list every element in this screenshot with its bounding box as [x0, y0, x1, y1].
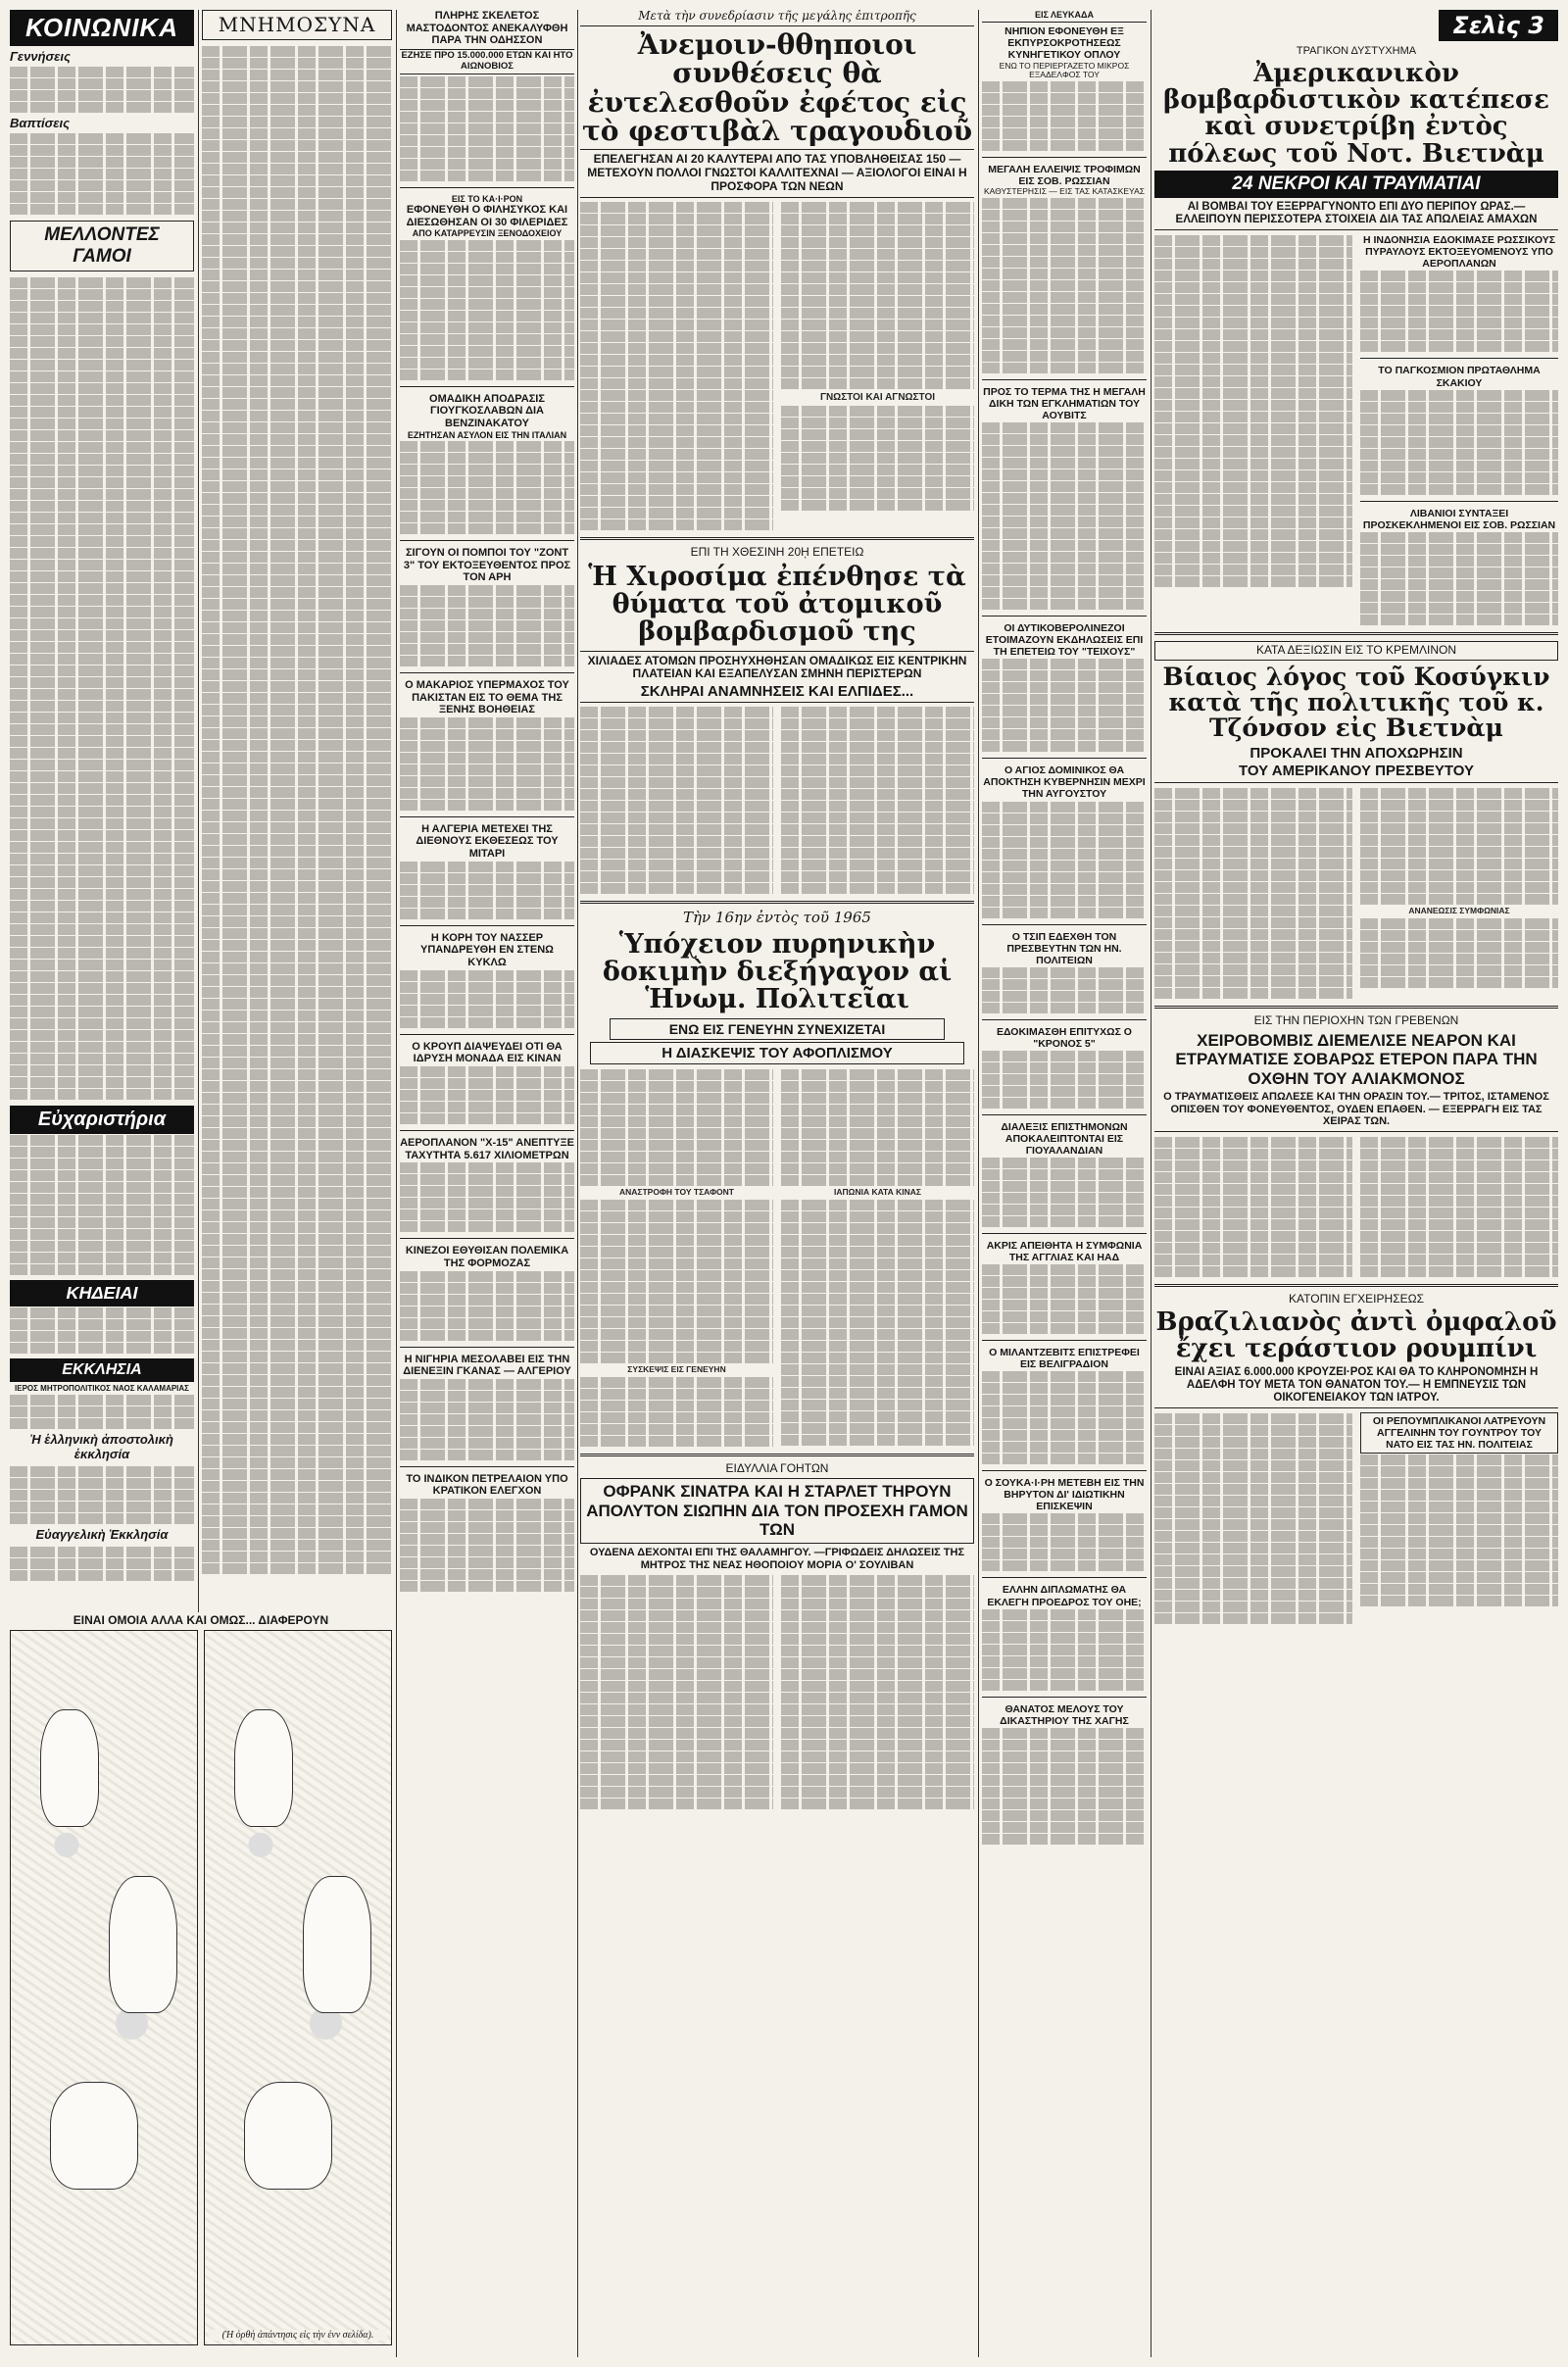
article-text	[982, 198, 1147, 373]
rule	[580, 537, 974, 540]
sinatra-body	[580, 1574, 974, 1810]
greek-diplomat-headline: ΕΛΛΗΝ ΔΙΠΛΩΜΑΤΗΣ ΘΑ ΕΚΛΕΓΗ ΠΡΟΕΔΡΟΣ ΤΟΥ ΟΗΕ;	[987, 1584, 1142, 1608]
surgery-kicker: ΚΑΤΟΠΙΝ ΕΓΧΕΙΡΗΣΕΩΣ	[1289, 1292, 1424, 1307]
column-rule	[1151, 10, 1152, 2357]
festival-headline: Ἀνεμοιν-θθηποιοι συνθέσεις θὰ ἐυτελεσθοῦν ἐφέτος εἰς τὸ φεστιβὰλ τραγουδιοῦ	[581, 27, 973, 147]
crash-body	[1154, 234, 1558, 625]
grenade-deck: Ο ΤΡΑΥΜΑΤΙΣΘΕΙΣ ΑΠΩΛΕΣΕ ΚΑΙ ΤΗΝ ΟΡΑΣΙΝ ΤΟΥ.— ΤΡΙΤΟΣ, ΙΣΤΑΜΕΝΟΣ ΟΠΙΣΘΕΝ ΤΟΥ ΦΟΝΕΥΘΕΝΤΟΣ, ΟΥΔΕΝ ΕΠΑΘΕΝ. — ΕΞΕΡΡΑΓΗ ΕΙΣ ΤΑΣ ΧΕΙΡΑΣ ΤΩΝ.	[1154, 1091, 1558, 1132]
births-heading: Γεννήσεις	[10, 49, 71, 64]
article-text	[982, 1371, 1147, 1464]
nuclear-test-headline: Ὑπόχειον πυρηνικὴν δοκιμὴν διεξήγαγον αἱ Ἡνωμ. Πολιτεῖαι	[602, 928, 953, 1015]
lefkada-label: ΕΙΣ ΛΕΥΚΑΔΑ	[982, 10, 1147, 23]
article-text	[982, 81, 1147, 151]
evangelical-church-heading: Εὐαγγελικὴ Ἐκκλησία	[35, 1526, 169, 1542]
nasser-daughter-headline: Η ΚΟΡΗ ΤΟΥ ΝΑΣΣΕΡ ΥΠΑΝΔΡΕΥΘΗ ΕΝ ΣΤΕΝΩ ΚΥΚΛΩ	[420, 931, 554, 969]
article-text	[400, 862, 574, 919]
article-text	[1154, 1412, 1352, 1625]
rule	[1360, 501, 1558, 502]
berlin-wall-headline: ΟΙ ΔΥΤΙΚΟΒΕΡΟΛΙΝΕΖΟΙ ΕΤΟΙΜΑΖΟΥΝ ΕΚΔΗΛΩΣΕΙΣ ΕΠΙ ΤΗ ΕΠΕΤΕΙΩ ΤΟΥ "ΤΕΙΧΟΥΣ"	[985, 622, 1144, 659]
thanks-header: Εὐχαριστήρια	[10, 1106, 194, 1134]
nuclear-test-subheading: ΑΝΑΣΤΡΟΦΗ ΤΟΥ ΤΣΑΦΟΝΤ	[618, 1187, 735, 1198]
article-text	[781, 201, 974, 531]
milanjevic-headline: Ο ΜΙΛΑΝΤΖΕΒΙΤΣ ΕΠΙΣΤΡΕΦΕΙ ΕΙΣ ΒΕΛΙΓΡΑΔΙΟΝ	[989, 1347, 1140, 1371]
article-text	[580, 1574, 773, 1810]
ruby-headline: Βραζιλιανὸς ἀντὶ ὀμφαλοῦ ἔχει τεράστιον ρουμπίνι	[1155, 1307, 1557, 1364]
rule	[982, 379, 1147, 380]
article-text	[400, 1499, 574, 1592]
rule	[400, 925, 574, 926]
births-text	[10, 67, 194, 113]
hague-judge-headline: ΘΑΝΑΤΟΣ ΜΕΛΟΥΣ ΤΟΥ ΔΙΚΑΣΤΗΡΙΟΥ ΤΗΣ ΧΑΓΗΣ	[1000, 1702, 1129, 1727]
apostolic-church-heading: Ἡ ἑλληνικὴ ἀποστολικὴ ἐκκλησία	[30, 1431, 173, 1461]
saturn-5-headline: ΕΔΟΚΙΜΑΣΘΗ ΕΠΙΤΥΧΩΣ Ο "ΚΡΟΝΟΣ 5"	[997, 1025, 1132, 1050]
algeria-headline: Η ΑΛΓΕΡΙΑ ΜΕΤΕΧΕΙ ΤΗΣ ΔΙΕΘΝΟΥΣ ΕΚΘΕΣΕΩΣ ΤΟΥ ΜΙΤΑΡΙ	[416, 822, 559, 861]
article-text	[400, 1379, 574, 1460]
evangelical-church-text	[10, 1547, 194, 1581]
article-text	[400, 441, 574, 534]
kosygin-headline: Βίαιος λόγος τοῦ Κοσύγκιν κατὰ τῆς πολιτικῆς τοῦ κ. Τζόνσον εἰς Βιετνὰμ	[1162, 662, 1550, 742]
article-text	[982, 422, 1147, 610]
page-label-row	[1154, 10, 1558, 41]
article-text	[1360, 532, 1558, 625]
crash-headline: Ἀμερικανικὸν βομβαρδιστικὸν κατέπεσε καὶ συνετρίβη ἐντὸς πόλεως τοῦ Νοτ. Βιετνὰμ	[1163, 58, 1549, 169]
column-memorials	[202, 10, 392, 1603]
article-text	[400, 76, 574, 181]
article-text	[400, 970, 574, 1028]
tsip-headline: Ο ΤΣΙΠ ΕΔΕΧΘΗ ΤΟΝ ΠΡΕΣΒΕΥΤΗΝ ΤΩΝ ΗΝ. ΠΟΛΙΤΕΙΩΝ	[1006, 930, 1122, 966]
dominican-headline: Ο ΑΓΙΟΣ ΔΟΜΙΝΙΚΟΣ ΘΑ ΑΠΟΚΤΗΣΗ ΚΥΒΕΡΝΗΣΙΝ ΜΕΧΡΙ ΤΗΝ ΑΥΓΟΥΣΤΟΥ	[983, 764, 1146, 801]
article-text	[982, 1051, 1147, 1109]
krupp-headline: Ο ΚΡΟΥΠ ΔΙΑΨΕΥΔΕΙ ΟΤΙ ΘΑ ΙΔΡΥΣΗ ΜΟΝΑΔΑ ΕΙΣ ΚΙΝΑΝ	[412, 1040, 563, 1065]
ruby-side-column	[1360, 1412, 1558, 1625]
rule	[1360, 358, 1558, 359]
rule	[1154, 1006, 1558, 1009]
kosygin-deck-2: ΤΟΥ ΑΜΕΡΙΚΑΝΟΥ ΠΡΕΣΒΕΥΤΟΥ	[1154, 763, 1558, 783]
article-text	[580, 1068, 773, 1448]
rule	[982, 1114, 1147, 1115]
rule	[400, 386, 574, 387]
church-subheader: ΙΕΡΟΣ ΜΗΤΡΟΠΟΛΙΤΙΚΟΣ ΝΑΟΣ ΚΑΛΑΜΑΡΙΑΣ	[15, 1383, 189, 1393]
baptisms-text	[10, 133, 194, 215]
baptisms-heading: Βαπτίσεις	[10, 115, 71, 130]
chess-headline: ΤΟ ΠΑΓΚΟΣΜΙΟΝ ΠΡΩΤΑΘΛΗΜΑ ΣΚΑΚΙΟΥ	[1378, 365, 1541, 389]
cartoon-figure	[50, 2082, 138, 2190]
hiroshima-deck: ΧΙΛΙΑΔΕΣ ΑΤΟΜΩΝ ΠΡΟΣΗΥΧΗΘΗΣΑΝ ΟΜΑΔΙΚΩΣ ΕΙΣ ΚΕΝΤΡΙΚΗΝ ΠΛΑΤΕΙΑΝ ΚΑΙ ΕΞΑΠΕΛΥΣΑΝ ΣΜΗΝΗ ΠΕΡΙΣΤΕΡΩΝ	[580, 651, 974, 682]
rule	[580, 901, 974, 904]
uk-uar-headline: ΑΚΡΙΣ ΑΠΕΙΘΗΤΑ Η ΣΥΜΦΩΝΙΑ ΤΗΣ ΑΓΓΛΙΑΣ ΚΑΙ ΗΑΔ	[986, 1240, 1143, 1264]
rule	[982, 1697, 1147, 1698]
lebanese-headline: ΛΙΒΑΝΙΟΙ ΣΥΝΤΑΞΕΙ ΠΡΟΣΚΕΚΛΗΜΕΝΟΙ ΕΙΣ ΣΟΒ. ΡΩΣΣΙΑΝ	[1362, 507, 1556, 531]
article-text	[1360, 271, 1558, 352]
rule	[400, 672, 574, 673]
festival-kicker: Μετὰ τὴν συνεδρίασιν τῆς μεγάλης ἐπιτροπῆς	[580, 10, 974, 26]
koinonika-header: ΚΟΙΝΩΝΙΚΑ	[10, 10, 194, 46]
memorials-box	[202, 10, 392, 40]
article-text	[580, 201, 773, 531]
article-text	[400, 1271, 574, 1341]
column-main-stories	[580, 10, 974, 2357]
funerals-text	[10, 1307, 194, 1354]
article-text	[1154, 1136, 1352, 1278]
rule	[1154, 1284, 1558, 1287]
kosygin-deck-1: ΠΡΟΚΑΛΕΙ ΤΗΝ ΑΠΟΧΩΡΗΣΙΝ	[1250, 745, 1463, 763]
rule	[400, 1238, 574, 1239]
rule	[982, 1340, 1147, 1341]
crash-kicker: ΤΡΑΓΙΚΟΝ ΔΥΣΤΥΧΗΜΑ	[1296, 45, 1417, 57]
column-lead-stories	[1154, 10, 1558, 2357]
article-text	[781, 1068, 974, 1448]
kremlin-kicker: ΚΑΤΑ ΔΕΞΙΩΣΙΝ ΕΙΣ ΤΟ ΚΡΕΜΛΙΝΟΝ	[1154, 641, 1558, 661]
article-text	[982, 1264, 1147, 1334]
rule	[982, 1577, 1147, 1578]
rule	[400, 187, 574, 188]
hiroshima-subdeck: ΣΚΛΗΡΑΙ ΑΝΑΜΝΗΣΕΙΣ ΚΑΙ ΕΛΠΙΔΕΣ...	[580, 681, 974, 703]
sinatra-kicker: ΕΙΔΥΛΛΙΑ ΓΟΗΤΩΝ	[725, 1460, 829, 1475]
article-text	[982, 802, 1147, 918]
article-text	[982, 1513, 1147, 1571]
crash-banner: 24 ΝΕΚΡΟΙ ΚΑΙ ΤΡΑΥΜΑΤΙΑΙ	[1154, 171, 1558, 198]
church-text	[10, 1395, 194, 1429]
thanks-text	[10, 1135, 194, 1275]
x15-headline: ΑΕΡΟΠΛΑΝΟΝ "Χ-15" ΑΝΕΠΤΥΞΕ ΤΑΧΥΤΗΤΑ 5.617 ΧΙΛΙΟΜΕΤΡΩΝ	[400, 1136, 574, 1161]
republicans-headline: ΟΙ ΡΕΠΟΥΜΠΛΙΚΑΝΟΙ ΛΑΤΡΕΥΟΥΝ ΑΓΓΕΛΙΝΗΝ ΤΟΥ ΓΟΥΝΤΡΟΥ ΤΟΥ ΝΑΤΟ ΕΙΣ ΤΑΣ ΗΝ. ΠΟΛΙΤΕΙΑΣ	[1360, 1412, 1558, 1454]
cartoon-figure	[40, 1709, 99, 1827]
article-text	[982, 659, 1147, 752]
future-weddings-box	[10, 221, 194, 271]
weddings-text	[10, 277, 194, 1100]
mastodon-deck: ΕΖΗΣΕ ΠΡΟ 15.000.000 ΕΤΩΝ ΚΑΙ ΗΤΟ ΑΙΩΝΟΒΙΟΣ	[400, 49, 574, 74]
scientists-headline: ΔΙΑΛΕΞΙΣ ΕΠΙΣΤΗΜΟΝΩΝ ΑΠΟΚΑΛΕΙΠΤΟΝΤΑΙ ΕΙΣ ΓΙΟΥΑΛΑΝΔΙΑΝ	[1001, 1120, 1128, 1157]
rule	[982, 924, 1147, 925]
kosygin-body	[1154, 787, 1558, 1000]
hiroshima-body	[580, 706, 974, 895]
cairo-kicker: ΕΙΣ ΤΟ ΚΑ·Ι·ΡΟΝ	[451, 193, 523, 204]
yugoslav-escape-deck: ΕΖΗΤΗΣΑΝ ΑΣΥΛΟΝ ΕΙΣ ΤΗΝ ΙΤΑΛΙΑΝ	[407, 429, 567, 440]
rule	[580, 1454, 974, 1456]
rule	[400, 816, 574, 817]
apostolic-church-text	[10, 1466, 194, 1524]
cartoon-panel	[10, 1612, 392, 2357]
festival-deck: ΕΠΕΛΕΓΗΣΑΝ ΑΙ 20 ΚΑΛΥΤΕΡΑΙ ΑΠΟ ΤΑΣ ΥΠΟΒΛΗΘΕΙΣΑΣ 150 — ΜΕΤΕΧΟΥΝ ΠΟΛΛΟΙ ΓΝΩΣΤΟΙ ΚΑΛΛΙΤΕΧΝΑΙ — ΑΞΙΟΛΟΓΟΙ ΕΙΝΑΙ Η ΠΡΟΣΦΟΡΑ ΤΩΝ ΝΕΩΝ	[580, 149, 974, 197]
ruby-body	[1154, 1412, 1558, 1625]
cartoon-figure	[234, 1709, 293, 1827]
cartoon-left	[10, 1630, 198, 2345]
ruby-deck: ΕΙΝΑΙ ΑΞΙΑΣ 6.000.000 ΚΡΟΥΖΕΙ·ΡΟΣ ΚΑΙ ΘΑ ΤΟ ΚΛΗΡΟΝΟΜΗΣΗ Η ΑΔΕΛΦΗ ΤΟΥ ΜΕΤΑ ΤΟΝ ΘΑΝΑΤΟΝ ΤΟΥ.— Η ΕΜΠΝΕΥΣΙΣ ΤΩΝ ΟΙΚΟΓΕΝΕΙΑΚΟΥ ΤΩΝ ΙΑΤΡΟΥ.	[1154, 1366, 1558, 1409]
food-shortage-headline: ΜΕΓΑΛΗ ΕΛΛΕΙΨΙΣ ΤΡΟΦΙΜΩΝ ΕΙΣ ΣΟΒ. ΡΩΣΣΙΑΝ	[988, 164, 1141, 188]
article-text	[781, 706, 974, 895]
nigeria-headline: Η ΝΙΓΗΡΙΑ ΜΕΣΟΛΑΒΕΙ ΕΙΣ ΤΗΝ ΔΙΕΝΕΞΙΝ ΓΚΑΝΑΣ — ΑΛΓΕΡΙΟΥ	[403, 1353, 571, 1378]
food-shortage-deck: ΚΑΘΥΣΤΕΡΗΣΙΣ — ΕΙΣ ΤΑΣ ΚΑΤΑΣΚΕΥΑΣ	[983, 186, 1146, 197]
nuclear-test-deck-1: ΕΝΩ ΕΙΣ ΓΕΝΕΥΗΝ ΣΥΝΕΧΙΖΕΤΑΙ	[610, 1018, 945, 1040]
article-text	[400, 717, 574, 811]
festival-subheading: ΓΝΩΣΤΟΙ ΚΑΙ ΑΓΝΩΣΤΟΙ	[819, 391, 936, 403]
zond-headline: ΣΙΓΟΥΝ ΟΙ ΠΟΜΠΟΙ ΤΟΥ "ΖΟΝΤ 3" ΤΟΥ ΕΚΤΟΞΕΥΘΕΝΤΟΣ ΠΡΟΣ ΤΟΝ ΑΡΗ	[403, 547, 571, 584]
sinatra-deck: ΟΥΔΕΝΑ ΔΕΧΟΝΤΑΙ ΕΠΙ ΤΗΣ ΘΑΛΑΜΗΓΟΥ. —ΓΡΙΦΩΔΕΙΣ ΔΗΛΩΣΕΙΣ ΤΗΣ ΜΗΤΡΟΣ ΤΗΣ ΝΕΑΣ ΗΘΟΠΟΙΟΥ ΜΟΡΙΑ Ο' ΣΟΥΛΙΒΑΝ	[589, 1547, 965, 1571]
nuclear-test-subheading: ΙΑΠΩΝΙΑ ΚΑΤΑ ΚΙΝΑΣ	[834, 1187, 921, 1198]
article-text	[982, 1609, 1147, 1691]
article-text	[400, 1162, 574, 1232]
article-text	[400, 585, 574, 666]
article-text	[400, 1066, 574, 1124]
kosygin-subheading: ΑΝΑΝΕΩΣΙΣ ΣΥΜΦΩΝΙΑΣ	[1408, 905, 1510, 915]
mastodon-headline: ΠΛΗΡΗΣ ΣΚΕΛΕΤΟΣ ΜΑΣΤΟΔΟΝΤΟΣ ΑΝΕΚΑΛΥΦΘΗ ΠΑΡΑ ΤΗΝ ΟΔΗΣΣΟΝ	[406, 10, 568, 47]
cartoon-figure	[244, 2082, 332, 2190]
grevena-kicker: ΕΙΣ ΤΗΝ ΠΕΡΙΟΧΗΝ ΤΩΝ ΓΡΕΒΕΝΩΝ	[1253, 1012, 1459, 1027]
cartoon-figure	[109, 1876, 177, 2013]
hiroshima-kicker: ΕΠΙ ΤΗ ΧΘΕΣΙΝΗ 20ῌ ΕΠΕΤΕΙΩ	[690, 544, 864, 559]
rule	[400, 1347, 574, 1348]
makarios-headline: Ο ΜΑΚΑΡΙΟΣ ΥΠΕΡΜΑΧΟΣ ΤΟΥ ΠΑΚΙΣΤΑΝ ΕΙΣ ΤΟ ΘΕΜΑ ΤΗΣ ΞΕΝΗΣ ΒΟΗΘΕΙΑΣ	[405, 678, 569, 716]
rule	[400, 1466, 574, 1467]
cartoon-caption: (Ἡ ὀρθὴ ἀπάντησις εἰς τὴν ἑνν σελίδα).	[209, 2330, 387, 2341]
rule	[982, 157, 1147, 158]
article-text	[1360, 1455, 1558, 1606]
nuclear-test-body	[580, 1068, 974, 1448]
cairo-deck: ΑΠΟ ΚΑΤΑΡΡΕΥΣΙΝ ΞΕΝΟΔΟΧΕΙΟΥ	[412, 228, 563, 239]
rule	[400, 540, 574, 541]
column-news-briefs	[400, 10, 574, 2357]
article-text	[982, 967, 1147, 1013]
article-text	[400, 240, 574, 380]
nuclear-test-deck-2: Η ΔΙΑΣΚΕΨΙΣ ΤΟΥ ΑΦΟΠΛΙΣΜΟΥ	[590, 1042, 964, 1064]
rule	[982, 1019, 1147, 1020]
infant-killed-headline: ΝΗΠΙΟΝ ΕΦΟΝΕΥΘΗ ΕΞ ΕΚΠΥΡΣΟΚΡΟΤΗΣΕΩΣ ΚΥΝΗΓΕΤΙΚΟΥ ΟΠΛΟΥ	[1004, 25, 1124, 62]
article-text	[1154, 234, 1352, 625]
column-briefs-right	[982, 10, 1147, 2357]
grenade-headline: ΧΕΙΡΟΒΟΜΒΙΣ ΔΙΕΜΕΛΙΣΕ ΝΕΑΡΟΝ ΚΑΙ ΕΤΡΑΥΜΑΤΙΣΕ ΣΟΒΑΡΩΣ ΕΤΕΡΟΝ ΠΑΡΑ ΤΗΝ ΟΧΘΗΝ ΤΟΥ ΑΛΙΑΚΜΟΝΟΣ	[1175, 1030, 1538, 1088]
indonesia-headline: Η ΙΝΔΟΝΗΣΙΑ ΕΔΟΚΙΜΑΣΕ ΡΩΣΣΙΚΟΥΣ ΠΥΡΑΥΛΟΥΣ ΕΚΤΟΞΕΥΟΜΕΝΟΥΣ ΥΠΟ ΑΕΡΟΠΛΑΝΩΝ	[1362, 234, 1556, 271]
rule	[982, 1233, 1147, 1234]
crash-side-column	[1360, 234, 1558, 625]
rule	[400, 1034, 574, 1035]
cartoon-right	[204, 1630, 392, 2345]
article-text	[1154, 787, 1352, 1000]
column-rule	[577, 10, 578, 2357]
rule	[982, 758, 1147, 759]
future-weddings-heading: ΜΕΛΛΟΝΤΕΣ ΓΑΜΟΙ	[44, 223, 160, 267]
cartoon-figure	[303, 1876, 371, 2013]
shukairy-headline: Ο ΣΟΥΚΑ·Ι·ΡΗ ΜΕΤΕΒΗ ΕΙΣ ΤΗΝ ΒΗΡΥΤΟΝ ΔΙ' ΙΔΙΩΤΙΚΗΝ ΕΠΙΣΚΕΨΙΝ	[984, 1477, 1145, 1513]
cartoon-title: ΕΙΝΑΙ ΟΜΟΙΑ ΑΛΛΑ ΚΑΙ ΟΜΩΣ... ΔΙΑΦΕΡΟΥΝ	[10, 1612, 392, 1630]
article-text	[1360, 787, 1558, 1000]
article-text	[1360, 1136, 1558, 1278]
church-header: ΕΚΚΛΗΣΙΑ	[10, 1358, 194, 1382]
rule	[1154, 632, 1558, 635]
nuclear-test-kicker: Τὴν 16ην ἐντὸς τοῦ 1965	[683, 909, 871, 927]
article-text	[1360, 390, 1558, 495]
memorials-heading: ΜΝΗΜΟΣΥΝΑ	[218, 13, 376, 36]
indian-oil-headline: ΤΟ ΙΝΔΙΚΟΝ ΠΕΤΡΕΛΑΙΟΝ ΥΠΟ ΚΡΑΤΙΚΟΝ ΕΛΕΓΧΟΝ	[406, 1472, 568, 1498]
infant-killed-deck: ΕΝΩ ΤΟ ΠΕΡΙΕΡΓΑΖΕΤΟ ΜΙΚΡΟΣ ΕΞΑΔΕΛΦΟΣ ΤΟΥ	[999, 60, 1130, 80]
yugoslav-escape-headline: ΟΜΑΔΙΚΗ ΑΠΟΔΡΑΣΙΣ ΓΙΟΥΓΚΟΣΛΑΒΩΝ ΔΙΑ ΒΕΝΖΙΝΑΚΑΤΟΥ	[429, 392, 545, 430]
rule	[400, 1130, 574, 1131]
nuclear-test-subheading: ΣΥΣΚΕΨΙΣ ΕΙΣ ΓΕΝΕΥΗΝ	[627, 1363, 726, 1374]
cairo-headline: ΕΦΟΝΕΥΘΗ Ο ΦΙΛΗΣΥΚΟΣ ΚΑΙ ΔΙΕΣΩΘΗΣΑΝ ΟΙ 30 ΦΙΛΕΡΙΔΕΣ	[406, 204, 568, 228]
grenade-body	[1154, 1136, 1558, 1278]
article-text	[781, 1574, 974, 1810]
page-number-label: Σελὶς 3	[1439, 10, 1558, 41]
article-text	[982, 1158, 1147, 1227]
article-text	[982, 1728, 1147, 1845]
formosa-headline: ΚΙΝΕΖΟΙ ΕΘΥΘΙΣΑΝ ΠΟΛΕΜΙΚΑ ΤΗΣ ΦΟΡΜΟΖΑΣ	[405, 1245, 569, 1269]
column-rule	[978, 10, 979, 2357]
rule	[982, 1470, 1147, 1471]
article-text	[580, 706, 773, 895]
auschwitz-trial-headline: ΠΡΟΣ ΤΟ ΤΕΡΜΑ ΤΗΣ Η ΜΕΓΑΛΗ ΔΙΚΗ ΤΩΝ ΕΓΚΛΗΜΑΤΙΩΝ ΤΟΥ ΑΟΥΒΙΤΣ	[983, 385, 1146, 422]
festival-body	[580, 201, 974, 531]
column-rule	[396, 10, 397, 2357]
crash-deck: ΑΙ ΒΟΜΒΑΙ ΤΟΥ ΕΞΕΡΡΑΓΥΝΟΝΤΟ ΕΠΙ ΔΥΟ ΠΕΡΙΠΟΥ ΩΡΑΣ.— ΕΛΛΕΙΠΟΥΝ ΠΕΡΙΣΣΟΤΕΡΑ ΣΤΟΙΧΕΙΑ ΔΙΑ ΤΑΣ ΑΠΩΛΕΙΑΣ ΑΜΑΧΩΝ	[1154, 201, 1558, 230]
memorials-text	[202, 46, 392, 1574]
hiroshima-headline: Ἡ Χιροσίμα ἐπένθησε τὰ θύματα τοῦ ἀτομικοῦ βομβαρδισμοῦ της	[588, 561, 966, 648]
funerals-header: ΚΗΔΕΙΑΙ	[10, 1280, 194, 1307]
sinatra-headline: ΟΦΡΑΝΚ ΣΙΝΑΤΡΑ ΚΑΙ Η ΣΤΑΡΛΕΤ ΤΗΡΟΥΝ ΑΠΟΛΥΤΟΝ ΣΙΩΠΗΝ ΔΙΑ ΤΟΝ ΠΡΟΣΕΧΗ ΓΑΜΟΝ ΤΩΝ	[580, 1478, 974, 1544]
